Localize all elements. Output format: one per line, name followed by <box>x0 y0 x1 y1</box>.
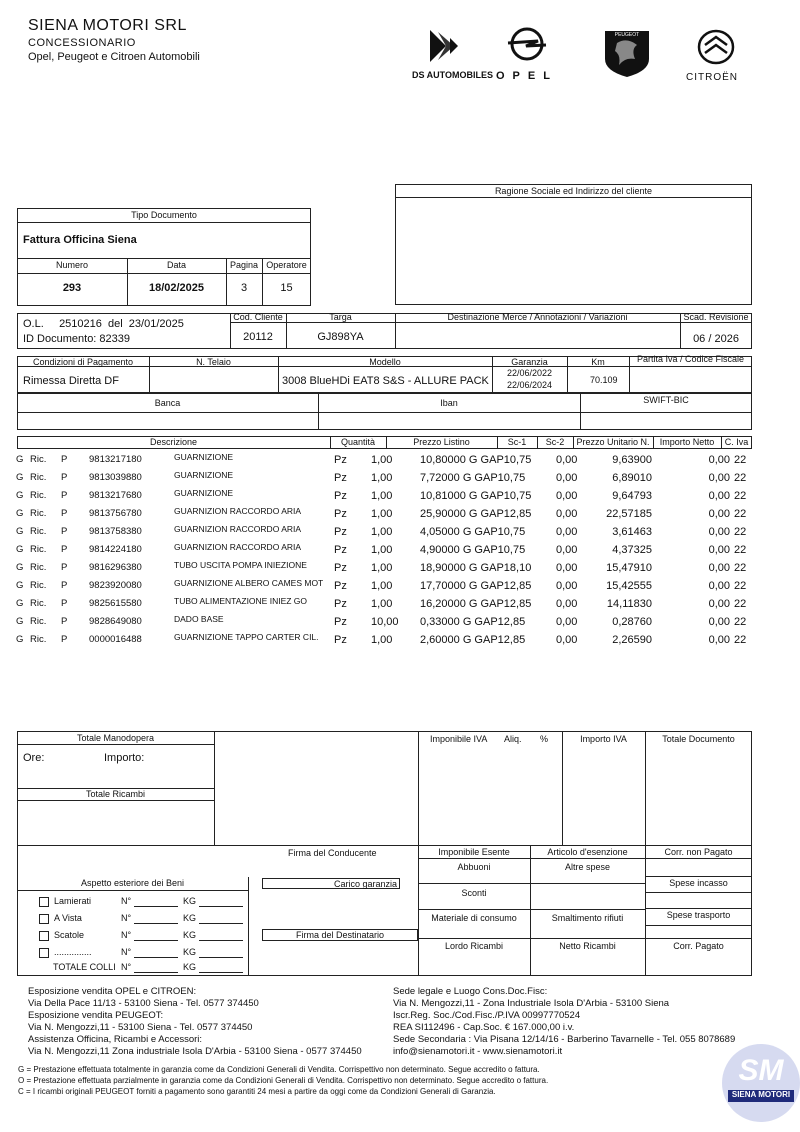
garanzia-label: Garanzia <box>511 357 548 367</box>
cell-iva: 22 <box>734 544 747 556</box>
piva-label: Partita Iva / Codice Fiscale <box>636 354 745 364</box>
abbuoni-label: Abbuoni <box>457 862 491 872</box>
cell-um: Pz <box>334 544 347 556</box>
col-sc2: Sc-2 <box>545 437 565 447</box>
cell-um: Pz <box>334 508 347 520</box>
ol-line2: ID Documento: 82339 <box>23 333 131 345</box>
ol-line1: O.L. 2510216 del 23/01/2025 <box>23 318 184 330</box>
goods-kg-line <box>199 906 243 907</box>
carico-garanzia-label: Carico garanzia <box>334 879 398 889</box>
notes-line: G = Prestazione effettuata totalmente in garanzia come da Condizioni Generali di Vendita. Corrispettivo non determinato. Segue accredito o fattura. <box>18 1065 540 1074</box>
cell-code: 9828649080 <box>89 616 142 627</box>
doc-type-label: Tipo Documento <box>131 210 197 220</box>
table-row <box>16 542 756 560</box>
cell-ric: Ric. <box>30 472 47 483</box>
cell-listino: 10,81000 G GAP10,75 <box>420 490 532 502</box>
cell-qty: 1,00 <box>371 580 393 592</box>
cell-net: 0,00 <box>708 454 730 466</box>
imponibile-esente-label: Imponibile Esente <box>438 847 510 857</box>
cell-listino: 2,60000 G GAP12,85 <box>420 634 526 646</box>
cell-p: P <box>61 616 68 627</box>
cell-unit: 2,26590 <box>612 634 652 646</box>
firma-destinatario-label: Firma del Destinatario <box>295 930 385 940</box>
cell-sc2: 0,00 <box>556 454 578 466</box>
cell-g: G <box>16 544 24 555</box>
cell-desc: GUARNIZIONE ALBERO CAMES MOT <box>174 578 324 588</box>
table-row <box>16 578 756 596</box>
customer-box <box>395 184 752 305</box>
operatore-label: Operatore <box>266 260 307 270</box>
aliq-label: Aliq. <box>504 734 522 744</box>
cell-desc: GUARNIZIONE <box>174 488 234 498</box>
corr-pagato-label: Corr. Pagato <box>673 941 724 951</box>
cell-desc: TUBO USCITA POMPA INIEZIONE <box>174 560 307 570</box>
footer-right-line: info@sienamotori.it - www.sienamotori.it <box>393 1046 563 1057</box>
cell-code: 9813039880 <box>89 472 142 483</box>
spese-incasso-label: Spese incasso <box>669 878 728 888</box>
notes-line: O = Prestazione effettuata parzialmente in garanzia come da Condizioni Generali di Vendita. Corrispettivo non determinato. Segue accredito o fattura. <box>18 1076 549 1085</box>
goods-kg-line <box>199 957 243 958</box>
cell-iva: 22 <box>734 472 747 484</box>
footer-left-line: Assistenza Officina, Ricambi e Accessori: <box>28 1034 203 1045</box>
cell-sc2: 0,00 <box>556 580 578 592</box>
doc-type: Fattura Officina Siena <box>23 234 137 246</box>
cell-um: Pz <box>334 562 347 574</box>
col-descrizione: Descrizione <box>149 437 198 447</box>
cell-net: 0,00 <box>708 526 730 538</box>
cell-g: G <box>16 634 24 645</box>
cell-desc: GUARNIZIONE TAPPO CARTER CIL. <box>174 632 319 642</box>
cell-listino: 0,33000 G GAP12,85 <box>420 616 526 628</box>
table-row <box>16 488 756 506</box>
cell-ric: Ric. <box>30 526 47 537</box>
km-value: 70.109 <box>590 375 618 385</box>
cell-desc: GUARNIZION RACCORDO ARIA <box>174 524 302 534</box>
cell-g: G <box>16 562 24 573</box>
cell-sc2: 0,00 <box>556 598 578 610</box>
operatore-value: 15 <box>280 282 293 294</box>
targa-label: Targa <box>329 312 352 322</box>
cell-qty: 1,00 <box>371 634 393 646</box>
cell-iva: 22 <box>734 616 747 628</box>
footer-right-line: Iscr.Reg. Soc./Cod.Fisc./P.IVA 00997770524 <box>393 1010 581 1021</box>
goods-checkbox[interactable] <box>39 897 49 907</box>
altre-spese-label: Altre spese <box>564 862 611 872</box>
cell-desc: GUARNIZIONE <box>174 470 234 480</box>
goods-n-line <box>134 957 178 958</box>
revisione-value: 06 / 2026 <box>693 333 739 345</box>
targa-value: GJ898YA <box>317 331 364 343</box>
goods-kg-line <box>199 940 243 941</box>
cell-desc: GUARNIZIONE <box>174 452 234 462</box>
siena-motori-logo-text: SIENA MOTORI <box>731 1090 791 1099</box>
cell-p: P <box>61 598 68 609</box>
cell-qty: 1,00 <box>371 508 393 520</box>
totale-manodopera-label: Totale Manodopera <box>76 733 155 743</box>
cell-ric: Ric. <box>30 544 47 555</box>
goods-label: A Vista <box>54 913 82 923</box>
cell-listino: 17,70000 G GAP12,85 <box>420 580 532 592</box>
col-quantita: Quantità <box>340 437 376 447</box>
cell-desc: GUARNIZION RACCORDO ARIA <box>174 542 302 552</box>
company-type: CONCESSIONARIO <box>28 37 136 49</box>
cell-p: P <box>61 544 68 555</box>
cell-unit: 9,63900 <box>612 454 652 466</box>
sconti-label: Sconti <box>461 888 487 898</box>
cell-ric: Ric. <box>30 562 47 573</box>
numero-label: Numero <box>55 260 88 270</box>
goods-label: Lamierati <box>54 896 92 906</box>
smaltimento-label: Smaltimento rifiuti <box>551 913 624 923</box>
cell-net: 0,00 <box>708 598 730 610</box>
iban-label: Iban <box>440 398 458 408</box>
table-row <box>16 632 756 650</box>
cell-iva: 22 <box>734 508 747 520</box>
km-label: Km <box>591 357 605 367</box>
cell-sc2: 0,00 <box>556 634 578 646</box>
cell-um: Pz <box>334 598 347 610</box>
col-prezzo-listino: Prezzo Listino <box>413 437 470 447</box>
revisione-label: Scad. Revisione <box>683 312 749 322</box>
articolo-esenzione-label: Articolo d'esenzione <box>547 847 628 857</box>
table-row <box>16 596 756 614</box>
modello-value: 3008 BlueHDi EAT8 S&S - ALLURE PACK <box>282 375 489 387</box>
cell-qty: 1,00 <box>371 454 393 466</box>
data-value: 18/02/2025 <box>148 282 205 294</box>
cell-p: P <box>61 562 68 573</box>
cell-net: 0,00 <box>708 562 730 574</box>
siena-motori-logo <box>722 1044 800 1122</box>
totale-colli-kg: KG <box>183 962 197 972</box>
pagina-value: 3 <box>240 282 248 294</box>
data-label: Data <box>166 260 186 270</box>
col-importo: Importo Netto <box>659 437 715 447</box>
ds-logo: DS AUTOMOBILES <box>402 26 482 84</box>
cell-net: 0,00 <box>708 490 730 502</box>
footer-left-line: Via N. Mengozzi,11 Zona industriale Isola D'Arbia - 53100 Siena - 0577 374450 <box>28 1046 362 1057</box>
cell-code: 9813756780 <box>89 508 142 519</box>
citroen-logo: CITROËN <box>684 26 748 84</box>
cell-listino: 25,90000 G GAP12,85 <box>420 508 532 520</box>
footer-right-line: Sede Secondaria : Via Pisana 12/14/16 - Barberino Tavarnelle - Tel. 055 8078689 <box>393 1034 736 1045</box>
goods-label: Scatole <box>54 930 85 940</box>
siena-motori-logo-mark: SM <box>738 1054 784 1087</box>
spese-trasporto-label: Spese trasporto <box>666 910 731 920</box>
cell-sc2: 0,00 <box>556 544 578 556</box>
cell-qty: 1,00 <box>371 544 393 556</box>
cell-unit: 0,28760 <box>612 616 652 628</box>
goods-kg-line <box>199 923 243 924</box>
company-name: SIENA MOTORI SRL <box>28 17 187 34</box>
cod-cliente-value: 20112 <box>243 331 273 343</box>
ds-icon <box>402 26 482 66</box>
numero-value: 293 <box>62 282 82 294</box>
banca-label: Banca <box>154 398 181 408</box>
col-sc1: Sc-1 <box>507 437 527 447</box>
cell-code: 9814224180 <box>89 544 142 555</box>
table-row <box>16 560 756 578</box>
cell-net: 0,00 <box>708 544 730 556</box>
table-row <box>16 470 756 488</box>
cell-g: G <box>16 598 24 609</box>
cell-g: G <box>16 490 24 501</box>
goods-kg-label: KG <box>183 947 197 957</box>
goods-label: ............... <box>54 947 92 957</box>
telaio-label: N. Telaio <box>196 357 231 367</box>
netto-ricambi-label: Netto Ricambi <box>559 941 616 951</box>
aspetto-label: Aspetto esteriore dei Beni <box>80 878 185 888</box>
cell-net: 0,00 <box>708 580 730 592</box>
col-prezzo-unitario: Prezzo Unitario N. <box>576 437 650 447</box>
cell-g: G <box>16 454 24 465</box>
garanzia-date2: 22/06/2024 <box>506 380 553 390</box>
cell-um: Pz <box>334 634 347 646</box>
cell-iva: 22 <box>734 526 747 538</box>
cell-listino: 4,05000 G GAP10,75 <box>420 526 526 538</box>
cell-code: 9823920080 <box>89 580 142 591</box>
cell-listino: 10,80000 G GAP10,75 <box>420 454 532 466</box>
cell-unit: 3,61463 <box>612 526 652 538</box>
footer-left-line: Via N. Mengozzi,11 - 53100 Siena - Tel. 0577 374450 <box>28 1022 253 1033</box>
citroen-chevrons-icon <box>684 26 748 68</box>
cell-listino: 18,90000 G GAP18,10 <box>420 562 532 574</box>
cell-p: P <box>61 472 68 483</box>
goods-n-label: N° <box>121 913 132 923</box>
totale-colli-label: TOTALE COLLI <box>53 962 116 972</box>
peugeot-logo: PEUGEOT <box>601 27 653 79</box>
cell-code: 9813217680 <box>89 490 142 501</box>
customer-box-label: Ragione Sociale ed Indirizzo del cliente <box>494 186 653 196</box>
cell-listino: 16,20000 G GAP12,85 <box>420 598 532 610</box>
cell-um: Pz <box>334 580 347 592</box>
goods-n-line <box>134 906 178 907</box>
cell-um: Pz <box>334 454 347 466</box>
condizioni-label: Condizioni di Pagamento <box>32 357 134 367</box>
cell-ric: Ric. <box>30 616 47 627</box>
col-iva: C. Iva <box>724 437 749 447</box>
cell-sc2: 0,00 <box>556 472 578 484</box>
cell-um: Pz <box>334 472 347 484</box>
cell-code: 9813758380 <box>89 526 142 537</box>
footer-left-line: Via Della Pace 11/13 - 53100 Siena - Tel. 0577 374450 <box>28 998 259 1009</box>
cell-desc: DADO BASE <box>174 614 224 624</box>
cell-desc: GUARNIZION RACCORDO ARIA <box>174 506 302 516</box>
cell-sc2: 0,00 <box>556 490 578 502</box>
cell-unit: 6,89010 <box>612 472 652 484</box>
cell-code: 9816296380 <box>89 562 142 573</box>
goods-checkbox[interactable] <box>39 931 49 941</box>
opel-logo: OPEL <box>492 24 562 84</box>
goods-kg-label: KG <box>183 913 197 923</box>
cell-iva: 22 <box>734 454 747 466</box>
goods-n-line <box>134 923 178 924</box>
cell-qty: 1,00 <box>371 598 393 610</box>
cell-listino: 7,72000 G GAP10,75 <box>420 472 526 484</box>
cell-unit: 22,57185 <box>606 508 652 520</box>
cell-sc2: 0,00 <box>556 508 578 520</box>
pct-label: % <box>540 734 549 744</box>
cell-p: P <box>61 526 68 537</box>
goods-kg-label: KG <box>183 896 197 906</box>
table-row <box>16 614 756 632</box>
goods-n-label: N° <box>121 930 132 940</box>
cell-sc2: 0,00 <box>556 562 578 574</box>
totale-ricambi-label: Totale Ricambi <box>85 789 146 799</box>
cell-qty: 1,00 <box>371 526 393 538</box>
modello-label: Modello <box>369 357 401 367</box>
table-row <box>16 524 756 542</box>
cell-g: G <box>16 472 24 483</box>
cell-ric: Ric. <box>30 580 47 591</box>
goods-n-line <box>134 940 178 941</box>
importo-label: Importo: <box>104 752 145 764</box>
lordo-ricambi-label: Lordo Ricambi <box>444 941 504 951</box>
cell-p: P <box>61 508 68 519</box>
cell-code: 9813217180 <box>89 454 142 465</box>
cell-listino: 4,90000 G GAP10,75 <box>420 544 526 556</box>
cell-iva: 22 <box>734 490 747 502</box>
cell-code: 9825615580 <box>89 598 142 609</box>
notes-line: C = I ricambi originali PEUGEOT forniti a pagamento sono garantiti 24 mesi a partire da oggi come da Condizioni Generali di Garanzia. <box>18 1087 496 1096</box>
cell-unit: 15,47910 <box>606 562 652 574</box>
importo-iva-label: Importo IVA <box>580 734 627 744</box>
cell-qty: 1,00 <box>371 472 393 484</box>
cell-p: P <box>61 580 68 591</box>
cell-iva: 22 <box>734 580 747 592</box>
cell-net: 0,00 <box>708 508 730 520</box>
cell-unit: 9,64793 <box>612 490 652 502</box>
cell-unit: 4,37325 <box>612 544 652 556</box>
cell-p: P <box>61 634 68 645</box>
table-row <box>16 452 756 470</box>
cell-unit: 15,42555 <box>606 580 652 592</box>
goods-checkbox[interactable] <box>39 914 49 924</box>
footer-right-line: REA SI112496 - Cap.Soc. € 167.000,00 i.v. <box>393 1022 575 1033</box>
goods-n-label: N° <box>121 947 132 957</box>
footer-left-line: Esposizione vendita PEUGEOT: <box>28 1010 164 1021</box>
cell-qty: 10,00 <box>371 616 399 628</box>
cell-g: G <box>16 616 24 627</box>
cell-p: P <box>61 454 68 465</box>
cod-cliente-label: Cod. Cliente <box>233 312 283 322</box>
cell-ric: Ric. <box>30 490 47 501</box>
cell-iva: 22 <box>734 562 747 574</box>
cell-net: 0,00 <box>708 472 730 484</box>
cell-ric: Ric. <box>30 508 47 519</box>
cell-ric: Ric. <box>30 634 47 645</box>
cell-ric: Ric. <box>30 598 47 609</box>
cell-ric: Ric. <box>30 454 47 465</box>
materiale-consumo-label: Materiale di consumo <box>431 913 517 923</box>
destinazione-label: Destinazione Merce / Annotazioni / Variazioni <box>447 312 628 322</box>
cell-g: G <box>16 526 24 537</box>
cell-um: Pz <box>334 526 347 538</box>
totale-colli-n: N° <box>121 962 132 972</box>
corr-non-pagato-label: Corr. non Pagato <box>664 847 733 857</box>
cell-desc: TUBO ALIMENTAZIONE INIEZ GO <box>174 596 308 606</box>
footer-right-line: Via N. Mengozzi,11 - Zona Industriale Isola D'Arbia - 53100 Siena <box>393 998 670 1009</box>
cell-net: 0,00 <box>708 634 730 646</box>
cell-um: Pz <box>334 490 347 502</box>
goods-kg-label: KG <box>183 930 197 940</box>
opel-blitz-icon <box>492 24 562 66</box>
goods-n-label: N° <box>121 896 132 906</box>
pagina-label: Pagina <box>229 260 259 270</box>
footer-right-line: Sede legale e Luogo Cons.Doc.Fisc: <box>393 986 548 997</box>
cell-iva: 22 <box>734 634 747 646</box>
cell-p: P <box>61 490 68 501</box>
cell-g: G <box>16 580 24 591</box>
company-brands: Opel, Peugeot e Citroen Automobili <box>28 51 200 63</box>
imponibile-iva-label: Imponibile IVA <box>430 734 488 744</box>
cell-sc2: 0,00 <box>556 526 578 538</box>
cell-sc2: 0,00 <box>556 616 578 628</box>
ore-label: Ore: <box>23 752 45 764</box>
totale-documento-label: Totale Documento <box>662 734 735 744</box>
cell-g: G <box>16 508 24 519</box>
cell-qty: 1,00 <box>371 490 393 502</box>
cell-net: 0,00 <box>708 616 730 628</box>
garanzia-date1: 22/06/2022 <box>506 368 553 378</box>
goods-checkbox[interactable] <box>39 948 49 958</box>
cell-um: Pz <box>334 616 347 628</box>
cell-iva: 22 <box>734 598 747 610</box>
cell-unit: 14,11830 <box>606 598 652 610</box>
table-row <box>16 506 756 524</box>
swift-label: SWIFT-BIC <box>643 395 689 405</box>
condizioni-value: Rimessa Diretta DF <box>23 375 119 387</box>
cell-qty: 1,00 <box>371 562 393 574</box>
cell-code: 0000016488 <box>89 634 142 645</box>
firma-conducente-label: Firma del Conducente <box>288 848 377 858</box>
footer-left-line: Esposizione vendita OPEL e CITROEN: <box>28 986 197 997</box>
